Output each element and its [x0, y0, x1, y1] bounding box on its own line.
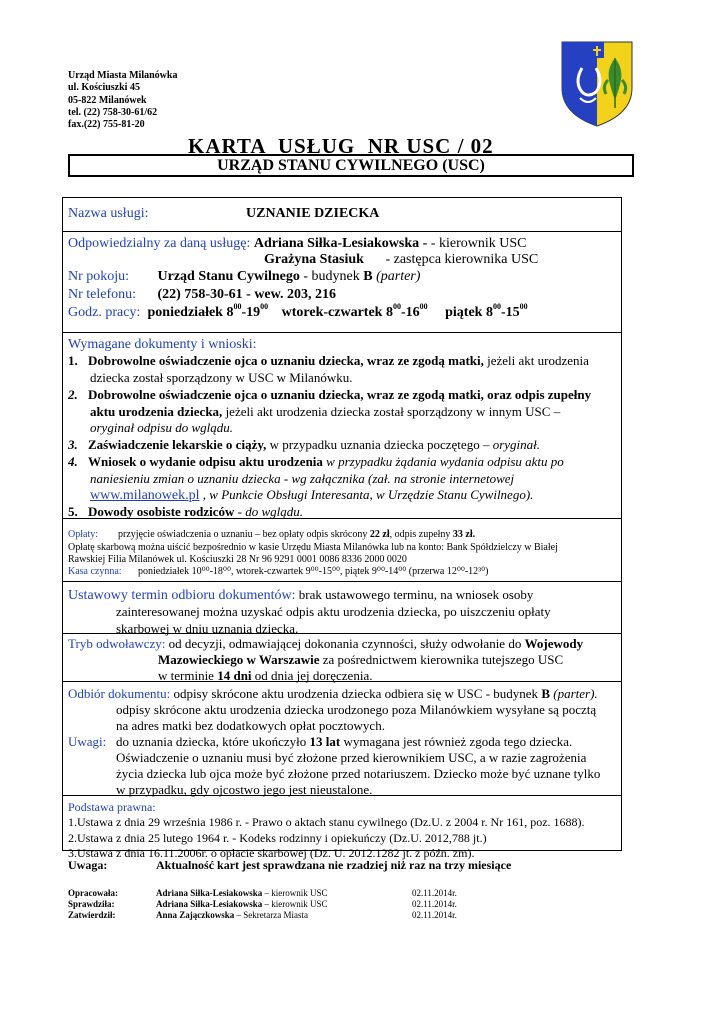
item-italic: do wglądu. — [245, 504, 304, 519]
hours-to: -16 — [400, 305, 420, 320]
pickup-bold: B — [541, 686, 550, 701]
item-bold: aktu urodzenia dziecka, — [90, 404, 223, 419]
fees-text: przyjęcie oświadczenia o uznaniu – bez opłaty odpis skrócony — [118, 529, 370, 540]
footer-note-text: Aktualność kart jest sprawdzana nie rzadziej niż raz na trzy miesiące — [156, 858, 512, 872]
address-line: fax.(22) 755-81-20 — [68, 119, 145, 131]
fees-text: , odpis zupełny — [389, 529, 453, 540]
appeal-text: za pośrednictwem kierownika tutejszego USC — [319, 652, 564, 667]
room-label: Nr pokoju: — [68, 269, 130, 284]
document-item-line: oryginał odpisu do wglądu. — [90, 420, 234, 435]
room-value: Urząd Stanu Cywilnego — [157, 269, 300, 284]
coat-of-arms-icon — [560, 40, 634, 128]
item-text: jeżeli akt urodzenia dziecka został sporządzony w innym USC – — [222, 404, 561, 419]
responsible-person2: Grażyna Stasiuk — [264, 252, 364, 267]
item-number: 2. — [68, 387, 78, 402]
sup: 00 — [260, 302, 269, 311]
item-italic: w przypadku żądania wydania odpisu aktu po — [322, 454, 564, 469]
signoff-row — [68, 899, 328, 909]
notes-line: Oświadczenie o uznaniu musi być złożone przed kierownikiem USC, a w razie zagrożenia — [116, 750, 587, 765]
pickup-line: na adres matki bez dodatkowych opłat pocztowych. — [116, 718, 385, 733]
item-number: 5. — [68, 504, 78, 519]
page-title: KARTA USŁUG NR USC / 02 — [188, 134, 494, 158]
signoff-name: Adriana Siłka-Lesiakowska — [156, 899, 263, 909]
signoff-title: – Sekretarza Miasta — [234, 910, 308, 920]
cash-hours: poniedziałek 10⁰⁰-18⁰⁰, wtorek-czwartek 9⁰⁰-15⁰⁰, piątek 9⁰⁰-14⁰⁰ (przerwa 12⁰⁰-12³⁰) — [138, 566, 489, 577]
deadline-text: brak ustawowego terminu, na wniosek osoby — [295, 587, 534, 602]
divider — [63, 581, 621, 582]
item-bold: Zaświadczenie lekarskie o ciąży, — [88, 437, 267, 452]
fees-label: Opłaty: — [68, 529, 98, 540]
appeal-bold: 14 dni — [217, 668, 252, 683]
appeal-text: od dnia jej doręczenia. — [251, 668, 373, 683]
signoff-row — [68, 910, 308, 920]
notes-text: wymagana jest również zgoda tego dziecka. — [340, 734, 573, 749]
item-bold: Dowody osobiste rodziców — [88, 504, 235, 519]
appeal-bold: Wojewody — [524, 636, 584, 651]
cash-label: Kasa czynna: — [68, 566, 122, 577]
signoff-role: Sprawdziła: — [68, 899, 115, 909]
address-line: ul. Kościuszki 45 — [68, 82, 140, 94]
divider — [63, 231, 621, 232]
appeal-label: Tryb odwoławczy: — [68, 636, 166, 651]
room-building-letter: B — [363, 269, 373, 284]
item-number: 1. — [68, 353, 78, 368]
signoff-date: 02.11.2014r. — [412, 888, 457, 898]
responsible-person1: Adriana Siłka-Lesiakowska — [253, 236, 420, 251]
phone-ext: - wew. 203, 216 — [242, 287, 336, 302]
document-item-line — [90, 404, 560, 420]
sup: 00 — [419, 302, 428, 311]
signoff-row — [68, 888, 328, 898]
item-number: 4. — [68, 454, 78, 469]
notes-line: w przypadku, gdy ojcostwo jego jest nieustalone. — [116, 782, 373, 797]
appeal-line — [158, 652, 563, 668]
item-bold: Wniosek o wydanie odpisu aktu urodzenia — [88, 454, 323, 469]
signoff-title: – kierownik USC — [262, 899, 328, 909]
fees-amount: 22 zł — [369, 529, 390, 540]
legal-item: 2.Ustawa z dnia 25 lutego 1964 r. - Kodeks rodzinny i opiekuńczy (Dz.U. 2012,788 jt.) — [68, 831, 487, 845]
phone-value: (22) 758-30-61 — [157, 287, 243, 302]
address-line: 05-822 Milanówek — [68, 94, 147, 106]
notes-row — [68, 734, 572, 750]
document-item — [68, 504, 303, 520]
signoff-date: 02.11.2014r. — [412, 910, 457, 920]
website-link[interactable]: www.milanowek.pl — [90, 488, 200, 503]
signoff-role: Opracowała: — [68, 888, 118, 898]
hours-label: Godz. pracy: — [68, 305, 141, 320]
footer-note — [68, 858, 511, 873]
room-row — [68, 269, 420, 285]
document-item-line — [90, 487, 533, 504]
pickup-label: Odbiór dokumentu: — [68, 686, 171, 701]
signoff-date: 02.11.2014r. — [412, 899, 457, 909]
item-italic: , w Punkcie Obsługi Interesanta, w Urzędzie Stanu Cywilnego). — [199, 487, 534, 502]
pickup-row — [68, 686, 598, 702]
sup: 00 — [492, 302, 501, 311]
signoff-name: Anna Zajączkowska — [156, 910, 235, 920]
deadline-row — [68, 587, 533, 604]
address-line: Urząd Miasta Milanówka — [68, 70, 178, 81]
document-item — [68, 387, 591, 403]
deadline-label: Ustawowy termin odbioru dokumentów: — [68, 588, 296, 603]
sup: 00 — [233, 302, 242, 311]
hours-row — [68, 302, 528, 321]
hours-tue-thu: wtorek-czwartek 8 — [281, 305, 393, 320]
documents-label: Wymagane dokumenty i wnioski: — [68, 337, 257, 352]
item-bold: Dobrowolne oświadczenie ojca o uznaniu dziecka, wraz ze zgodą matki, — [88, 353, 484, 368]
pickup-italic: (parter). — [549, 686, 598, 701]
deadline-line: skarbowej w dniu uznania dziecka. — [116, 621, 299, 636]
service-row — [68, 206, 148, 222]
responsible-label: Odpowiedzialny za daną usługę: — [68, 236, 251, 251]
item-text: jeżeli akt urodzenia — [483, 353, 589, 368]
responsible-role2: - zastępca kierownika USC — [385, 252, 539, 267]
signoff-role: Zatwierdził: — [68, 910, 116, 920]
signoff-title: – kierownik USC — [262, 888, 328, 898]
cash-row — [68, 566, 489, 577]
pickup-line: odpisy skrócone aktu urodzenia dziecka urodzonego poza Milanówkiem wysyłane są pocztą — [116, 702, 597, 717]
divider — [63, 332, 621, 333]
item-text: - — [234, 504, 246, 519]
item-text: w przypadku uznania dziecka poczętego – — [266, 437, 493, 452]
service-name: UZNANIE DZIECKA — [246, 206, 380, 221]
hours-monday: poniedziałek 8 — [147, 305, 234, 320]
pickup-text: odpisy skrócone aktu urodzenia dziecka odbiera się w USC - budynek — [170, 686, 542, 701]
notes-line: życia dziecka lub ojca może być złożone przed notariuszem. Dziecko może być uznane tylko — [116, 766, 601, 781]
document-item-line: dziecka został sporządzony w USC w Milanówku. — [90, 370, 353, 385]
document-item — [68, 437, 540, 453]
phone-label: Nr telefonu: — [68, 287, 137, 302]
footer-note-label: Uwaga: — [68, 858, 108, 872]
notes-bold: 13 lat — [309, 734, 341, 749]
appeal-text: w terminie — [158, 668, 218, 683]
notes-label: Uwagi: — [68, 734, 107, 749]
legal-item: 1.Ustawa z dnia 29 września 1986 r. - Prawo o aktach stanu cywilnego (Dz.U. z 2004 r. Nr 161, poz. 1688). — [68, 815, 585, 829]
notes-text: do uznania dziecka, które ukończyło — [116, 734, 310, 749]
signoff-name: Adriana Siłka-Lesiakowska — [156, 888, 263, 898]
appeal-bold: Mazowieckiego w Warszawie — [158, 652, 320, 667]
fees-row — [68, 529, 475, 540]
item-italic: oryginał. — [492, 437, 541, 452]
hours-friday: piątek 8 — [445, 305, 493, 320]
room-building: - budynek — [299, 269, 364, 284]
fees-line: Opłatę skarbową można uiścić bezpośrednio w kasie Urzędu Miasta Milanówka lub na konto: Bank Spółdzielczy w Białej — [68, 542, 558, 553]
sup: 00 — [392, 302, 401, 311]
appeal-text: od decyzji, odmawiającej dokonania czynności, służy odwołanie do — [165, 636, 525, 651]
page-subtitle: URZĄD STANU CYWILNEGO (USC) — [68, 154, 634, 177]
address-line: tel. (22) 758-30-61/62 — [68, 106, 158, 118]
responsible-row: Odpowiedzialny za daną usługę: Adriana Siłka-Lesiakowska - - kierownik USC — [68, 236, 527, 251]
sup: 00 — [519, 302, 528, 311]
fees-line: Rawskiej Filia Milanówek ul. Kościuszki 28 Nr 96 9291 0001 0086 8336 2000 0020 — [68, 554, 407, 565]
document-item-line: naniesieniu zmian o uznaniu dziecka - wg załącznika (zał. na stronie internetowej — [90, 471, 515, 486]
item-number: 3. — [68, 437, 78, 452]
document-item — [68, 353, 589, 369]
document-item — [68, 454, 564, 470]
responsible-row2 — [264, 252, 538, 268]
fees-amount: 33 zł. — [452, 529, 476, 540]
hours-to: -15 — [500, 305, 520, 320]
legal-item: 3.Ustawa z dnia 16.11.2006r. o opłacie skarbowej (Dz. U. 2012.1282 jt. z późn. zm). — [68, 846, 475, 860]
appeal-row — [68, 636, 583, 652]
hours-to: -19 — [241, 305, 261, 320]
office-address — [68, 70, 177, 131]
service-label: Nazwa usługi: — [68, 206, 149, 221]
deadline-line: zainteresowanej można uzyskać odpis aktu urodzenia dziecka, po uiszczeniu opłaty — [116, 604, 551, 619]
room-floor: (parter) — [372, 269, 421, 284]
appeal-line — [158, 668, 372, 684]
responsible-role1: - kierownik USC — [427, 236, 527, 251]
phone-row — [68, 287, 336, 303]
item-bold: Dobrowolne oświadczenie ojca o uznaniu dziecka, wraz ze zgodą matki, oraz odpis zupełny — [88, 387, 592, 402]
legal-label: Podstawa prawna: — [68, 800, 156, 814]
